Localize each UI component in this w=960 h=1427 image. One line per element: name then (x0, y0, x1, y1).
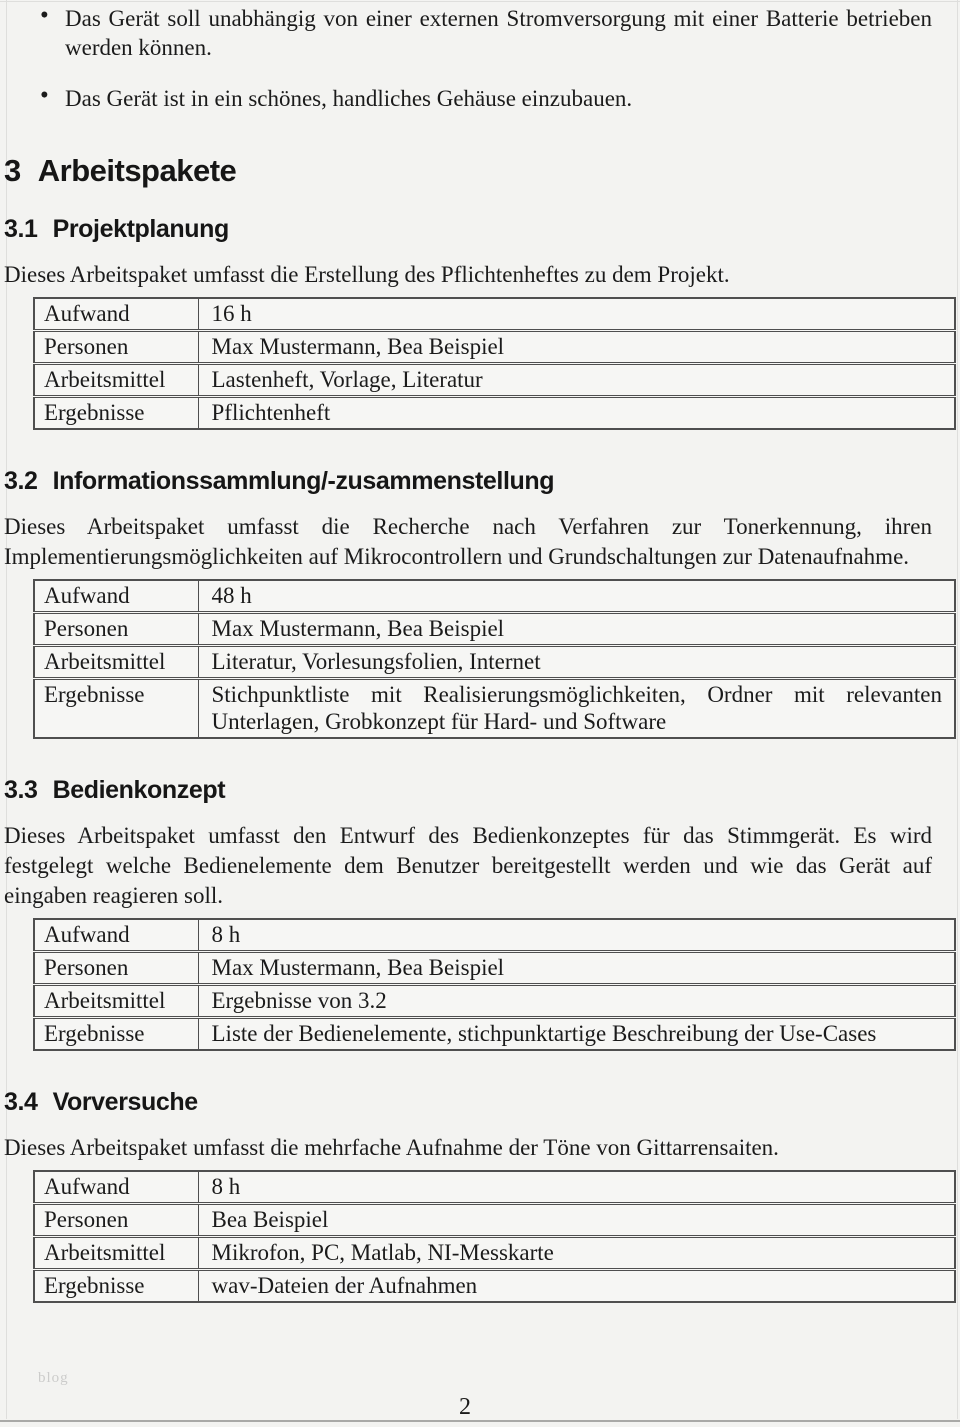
subsection-number: 3.2 (4, 467, 38, 495)
subsection-number: 3.4 (4, 1088, 38, 1116)
intro-paragraph: Dieses Arbeitspaket umfasst die mehrfache Aufnahme der Töne von Gittarrensaiten. (4, 1135, 779, 1160)
table-row (34, 952, 955, 985)
row-value: Max Mustermann, Bea Beispiel (198, 331, 955, 364)
table-row (34, 646, 955, 679)
list-item (4, 4, 932, 62)
row-label: Aufwand (34, 580, 198, 613)
table-row (34, 613, 955, 646)
row-value: Ergebnisse von 3.2 (198, 985, 955, 1018)
table-row (34, 580, 955, 613)
page-number: 2 (459, 1394, 471, 1420)
row-label: Personen (34, 331, 198, 364)
row-label: Ergebnisse (34, 679, 198, 739)
requirements-list (4, 4, 956, 113)
row-value: 16 h (198, 298, 955, 331)
row-value: Bea Beispiel (198, 1204, 955, 1237)
row-label: Personen (34, 613, 198, 646)
table-row (34, 679, 955, 739)
row-label: Aufwand (34, 1171, 198, 1204)
row-value: 8 h (198, 1171, 955, 1204)
subsection-heading (4, 775, 956, 805)
subsection-bedienkonzept (4, 775, 956, 1051)
watermark-text: blog (38, 1370, 69, 1386)
row-label: Aufwand (34, 919, 198, 952)
table-row (34, 364, 955, 397)
subsection-number: 3.1 (4, 215, 38, 243)
bullet-icon: • (40, 82, 49, 109)
intro-paragraph: Dieses Arbeitspaket umfasst die Erstellung des Pflichtenheftes zu dem Projekt. (4, 262, 730, 287)
row-label: Arbeitsmittel (34, 646, 198, 679)
workpackage-table (33, 297, 956, 430)
subsection-title: Vorversuche (52, 1088, 198, 1116)
subsection-title: Bedienkonzept (52, 776, 226, 804)
workpackage-table (33, 1170, 956, 1303)
list-item (4, 84, 932, 113)
table-row (34, 1204, 955, 1237)
row-value: Liste der Bedienelemente, stichpunktartige Beschreibung der Use-Cases (211, 1021, 877, 1046)
bullet-icon: • (40, 2, 49, 29)
row-value: Stichpunktliste mit Realisierungsmöglichkeiten, Ordner mit relevanten Unterlagen, Grobkonzept für Hard- und Software (211, 682, 942, 734)
subsection-vorversuche (4, 1087, 956, 1303)
row-label: Arbeitsmittel (34, 985, 198, 1018)
row-value: Pflichtenheft (211, 400, 331, 425)
intro-paragraph: Dieses Arbeitspaket umfasst den Entwurf des Bedienkonzeptes für das Stimmgerät. Es wird festgelegt welche Bedienelemente dem Benutzer bereitgestellt werden und wie das Gerät auf eingaben reagieren soll. (4, 823, 932, 908)
workpackage-table (33, 918, 956, 1051)
page-content (4, 0, 956, 1303)
table-row (34, 298, 955, 331)
subsection-number: 3.3 (4, 776, 38, 804)
row-value: Mikrofon, PC, Matlab, NI-Messkarte (198, 1237, 955, 1270)
row-label: Aufwand (34, 298, 198, 331)
table-row (34, 331, 955, 364)
row-label: Ergebnisse (34, 397, 198, 430)
subsection-heading (4, 1087, 956, 1117)
table-row (34, 1270, 955, 1303)
table-row (34, 397, 955, 430)
page-edge-right (957, 0, 958, 1419)
row-label: Personen (34, 952, 198, 985)
row-label: Personen (34, 1204, 198, 1237)
row-value: wav-Dateien der Aufnahmen (211, 1273, 478, 1298)
section-number: 3 (4, 153, 21, 188)
table-row (34, 919, 955, 952)
row-label: Arbeitsmittel (34, 364, 198, 397)
workpackage-table (33, 579, 956, 739)
subsection-projektplanung (4, 214, 956, 430)
row-label: Ergebnisse (34, 1270, 198, 1303)
subsection-informationssammlung (4, 466, 956, 739)
bullet-text: Das Gerät ist in ein schönes, handliches Gehäuse einzubauen. (65, 86, 633, 111)
row-value: 48 h (198, 580, 955, 613)
table-row (34, 1237, 955, 1270)
row-value: 8 h (198, 919, 955, 952)
bullet-text: Das Gerät soll unabhängig von einer externen Stromversorgung mit einer Batterie betrieben werden können. (65, 6, 932, 60)
subsection-title: Informationssammlung/-zusammenstellung (52, 467, 555, 495)
row-value: Literatur, Vorlesungsfolien, Internet (198, 646, 955, 679)
table-row (34, 1171, 955, 1204)
subsection-heading (4, 466, 956, 496)
intro-paragraph: Dieses Arbeitspaket umfasst die Recherche nach Verfahren zur Tonerkennung, ihren Implementierungsmöglichkeiten auf Mikrocontrollern und Grundschaltungen zur Datenaufnahme. (4, 514, 932, 569)
row-value: Lastenheft, Vorlage, Literatur (198, 364, 955, 397)
subsection-heading (4, 214, 956, 244)
table-row (34, 1018, 955, 1051)
row-value: Max Mustermann, Bea Beispiel (198, 952, 955, 985)
row-label: Ergebnisse (34, 1018, 198, 1051)
section-heading (4, 153, 956, 189)
row-value: Max Mustermann, Bea Beispiel (198, 613, 955, 646)
table-row (34, 985, 955, 1018)
section-title: Arbeitspakete (37, 153, 237, 188)
subsection-title: Projektplanung (52, 215, 229, 243)
row-label: Arbeitsmittel (34, 1237, 198, 1270)
